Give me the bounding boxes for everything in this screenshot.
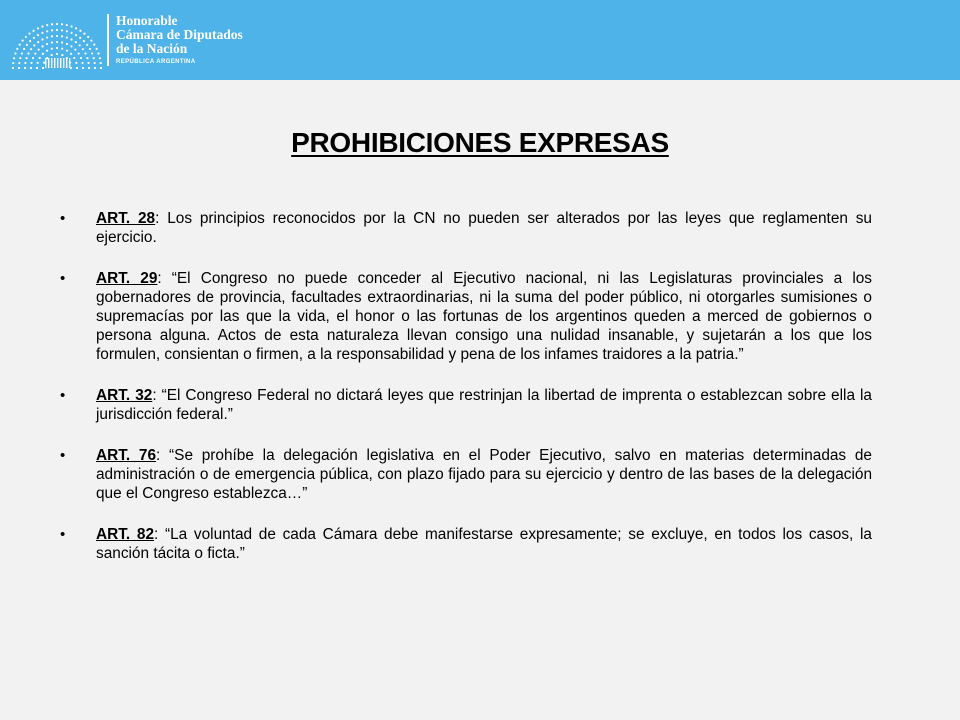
logo-dot (18, 67, 20, 69)
bullet-icon: • (60, 447, 66, 464)
logo-dot (41, 25, 43, 27)
logo-dot (90, 39, 92, 41)
bullet-icon: • (60, 387, 66, 404)
logo-dot (37, 62, 39, 64)
logo-dot (75, 27, 77, 29)
logo-dot (30, 67, 32, 69)
logo-dot (75, 62, 77, 64)
logo-dot (93, 57, 95, 59)
logo-dot (94, 67, 96, 69)
logo-dot (66, 24, 68, 26)
logo-dot (70, 38, 72, 40)
logo-dot (24, 67, 26, 69)
logo-dot (30, 48, 32, 50)
logo-dot (13, 57, 15, 59)
logo-column (45, 58, 46, 68)
logo-dot (66, 50, 68, 52)
logo-dot (87, 36, 89, 38)
article-text: : “La voluntad de cada Cámara debe manifestarse expresamente; se excluye, en todos los casos, la sanción tácita o ficta.” (96, 526, 872, 562)
congress-dome-icon (12, 8, 102, 72)
logo-dot (91, 52, 93, 54)
logo-dot (51, 48, 53, 50)
logo-dot (39, 57, 41, 59)
logo-line: Cámara de Diputados (116, 27, 243, 42)
logo-column (54, 58, 55, 68)
logo-dot (33, 44, 35, 46)
logo-dot (56, 23, 58, 25)
logo-dot (25, 57, 27, 59)
logo-column (69, 58, 70, 68)
article-reference: ART. 32 (96, 387, 153, 404)
logo-dot (46, 50, 48, 52)
logo-dot (42, 67, 44, 69)
logo-dot (61, 48, 63, 50)
logo-dot (96, 48, 98, 50)
article-reference: ART. 29 (96, 270, 158, 287)
bullet-icon: • (60, 526, 66, 543)
header-band (0, 0, 960, 80)
logo-dot (30, 62, 32, 64)
logo-dot (37, 27, 39, 29)
logo-dot (36, 67, 38, 69)
logo-dot (61, 41, 63, 43)
logo-dot (73, 57, 75, 59)
logo-dot (88, 62, 90, 64)
logo-dot (51, 54, 53, 56)
logo-column (66, 58, 67, 68)
logo-dot (51, 35, 53, 37)
article-item (60, 209, 872, 247)
article-text: : Los principios reconocidos por la CN no pueden ser alterados por las leyes que reglamenten su ejercicio. (96, 210, 872, 246)
logo-dot (94, 62, 96, 64)
logo-dot (83, 40, 85, 42)
logo-dot (12, 62, 14, 64)
logo-dot (66, 36, 68, 38)
logo-dot (88, 67, 90, 69)
logo-dot (21, 52, 23, 54)
logo-dot (79, 30, 81, 32)
logo-dot (46, 36, 48, 38)
article-list (60, 209, 872, 585)
logo-column (57, 58, 58, 68)
logo-dot (32, 57, 34, 59)
bullet-icon: • (60, 210, 66, 227)
logo-dot (61, 35, 63, 37)
logo-column (48, 58, 49, 68)
logo-dot (66, 43, 68, 45)
logo-dot (29, 40, 31, 42)
article-item (60, 386, 872, 424)
logo-column (51, 58, 52, 68)
logo-dot (22, 39, 24, 41)
article-reference: ART. 28 (96, 210, 156, 227)
logo-dot (100, 62, 102, 64)
logo-column (63, 58, 64, 68)
logo-column (60, 58, 61, 68)
logo-dot (18, 62, 20, 64)
logo-dot (75, 34, 77, 36)
logo-dot (38, 49, 40, 51)
logo-dot (66, 30, 68, 32)
logo-line: Honorable (116, 13, 178, 28)
logo-dot (51, 23, 53, 25)
logo-dot (100, 67, 102, 69)
logo-dot (61, 23, 63, 25)
logo-dot (61, 54, 63, 56)
logo-divider (107, 14, 109, 66)
logo-dot (26, 44, 28, 46)
logo-dot (93, 43, 95, 45)
logo-dot (41, 38, 43, 40)
institution-logo-text (116, 14, 243, 66)
article-item (60, 525, 872, 563)
logo-dot (99, 57, 101, 59)
bullet-icon: • (60, 270, 66, 287)
logo-dot (70, 32, 72, 34)
logo-dot (81, 62, 83, 64)
logo-dot (33, 37, 35, 39)
logo-dot (32, 30, 34, 32)
article-reference: ART. 82 (96, 526, 155, 543)
article-item (60, 269, 872, 364)
article-text: : “El Congreso no puede conceder al Ejecutivo nacional, ni las Legislaturas provinciales a los gobernadores de provincia, facultades extraordinarias, ni la suma del poder público, ni otorgarles sumisiones o supremacías por las que la vida, el honor o las fortunas de los argentinos queden a merced de gobiernos o persona alguna. Actos de esta naturaleza llevan consigo una nulidad insanable, y sujetarán a los que los formulen, consientan o firmen, a la responsabilidad y pena de los infames traidores a la patria.” (96, 270, 872, 363)
logo-dot (79, 37, 81, 39)
logo-dot (89, 48, 91, 50)
article-reference: ART. 76 (96, 447, 157, 464)
logo-dot (24, 62, 26, 64)
logo-dot (46, 43, 48, 45)
logo-dot (70, 45, 72, 47)
logo-dot (37, 34, 39, 36)
logo-dot (56, 29, 58, 31)
logo-dot (74, 49, 76, 51)
logo-dot (80, 57, 82, 59)
logo-dot (27, 52, 29, 54)
logo-dot (14, 52, 16, 54)
logo-dot (61, 29, 63, 31)
logo-dot (82, 48, 84, 50)
logo-dot (42, 53, 44, 55)
logo-dot (34, 52, 36, 54)
logo-dot (97, 52, 99, 54)
logo-dot (84, 52, 86, 54)
logo-dot (28, 33, 30, 35)
logo-dot (70, 53, 72, 55)
logo-dot (25, 36, 27, 38)
logo-dot (19, 57, 21, 59)
logo-dot (23, 48, 25, 50)
logo-dot (83, 33, 85, 35)
logo-dot (41, 32, 43, 34)
logo-line: de la Nación (116, 41, 188, 56)
slide-title: PROHIBICIONES EXPRESAS (291, 127, 669, 158)
article-text: : “El Congreso Federal no dictará leyes que restrinjan la libertad de imprenta o establezcan sobre ella la jurisdicción federal.” (96, 387, 872, 423)
article-text: : “Se prohíbe la delegación legislativa en el Poder Ejecutivo, salvo en materias determinadas de administración o de emergencia pública, con plazo fijado para su ejercicio y dentro de las bases de la delegación que el Congreso establezca…” (96, 447, 872, 502)
logo-dot (70, 25, 72, 27)
article-item (60, 446, 872, 503)
logo-dot (86, 57, 88, 59)
logo-dot (82, 67, 84, 69)
logo-dot (56, 35, 58, 37)
logo-dot (79, 44, 81, 46)
logo-dot (86, 44, 88, 46)
logo-dot (56, 41, 58, 43)
logo-dot (51, 29, 53, 31)
logo-dot (78, 52, 80, 54)
logo-dot (43, 62, 45, 64)
logo-country: REPÚBLICA ARGENTINA (116, 59, 196, 65)
logo-dot (37, 41, 39, 43)
logo-dot (16, 48, 18, 50)
logo-dot (76, 67, 78, 69)
logo-dot (51, 41, 53, 43)
logo-dot (12, 67, 14, 69)
logo-dot (46, 24, 48, 26)
logo-dot (75, 41, 77, 43)
logo-dot (46, 30, 48, 32)
logo-dot (19, 43, 21, 45)
logo-dot (41, 45, 43, 47)
logo-dot (56, 53, 58, 55)
logo-dot (56, 47, 58, 49)
